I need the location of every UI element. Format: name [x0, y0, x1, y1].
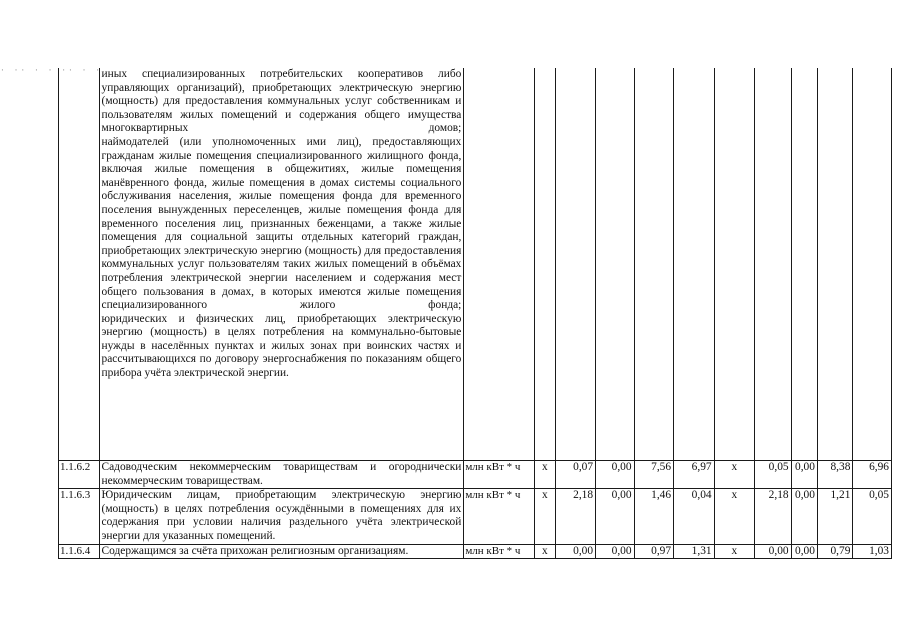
value-cell: x: [714, 489, 755, 544]
row-code: [59, 68, 100, 461]
row-description: Садоводческим некоммерческим товариществам и огороднически некоммерческим товариществам.: [99, 461, 464, 489]
description-paragraph: юридических и физических лиц, приобретающих электрическую энергию (мощность) в целях потребления на коммунально-бытовые нужды в населённых пунктах и жилых зонах при воинских частях и рассчитывающихся по договору энергоснабжения по показаниям общего прибора учёта электрической энергии.: [101, 312, 462, 380]
table-row: [59, 489, 892, 544]
value-cell: 0,04: [674, 489, 715, 544]
value-cell: 0,00: [791, 489, 817, 544]
value-cell: [755, 68, 791, 461]
value-cell: [791, 68, 817, 461]
value-cell: 0,00: [596, 461, 635, 489]
value-cell: 0,05: [755, 461, 791, 489]
row-description: [99, 68, 464, 461]
value-cell: 7,56: [634, 461, 674, 489]
value-cell: 6,96: [853, 461, 892, 489]
scan-margin-noise: · ·· · · ·· · ·: [0, 66, 103, 75]
unit-cell: [464, 68, 535, 461]
value-cell: [714, 68, 755, 461]
value-cell: 8,38: [817, 461, 852, 489]
value-cell: 2,18: [755, 489, 791, 544]
value-cell: 0,00: [791, 461, 817, 489]
value-cell: [634, 68, 674, 461]
value-cell: [535, 68, 555, 461]
table-row: [59, 461, 892, 489]
value-cell: x: [535, 489, 555, 544]
value-cell: [596, 68, 635, 461]
value-cell: 0,00: [791, 544, 817, 559]
value-cell: [555, 68, 596, 461]
value-cell: x: [535, 544, 555, 559]
value-cell: 1,21: [817, 489, 852, 544]
value-cell: [817, 68, 852, 461]
tariff-volume-table: [58, 68, 892, 559]
value-cell: 6,97: [674, 461, 715, 489]
value-cell: 1,03: [853, 544, 892, 559]
table-row: [59, 544, 892, 559]
row-code: 1.1.6.4: [59, 544, 100, 559]
value-cell: x: [714, 461, 755, 489]
row-code: 1.1.6.2: [59, 461, 100, 489]
value-cell: 0,07: [555, 461, 596, 489]
row-description: Юридическим лицам, приобретающим электрическую энергию (мощность) в целях потребления осуждёнными в помещениях для их содержания при условии наличия раздельного учёта электрической энергии для указанных помещений.: [99, 489, 464, 544]
unit-cell: млн кВт * ч: [464, 489, 535, 544]
unit-cell: млн кВт * ч: [464, 544, 535, 559]
value-cell: 0,00: [596, 544, 635, 559]
value-cell: [853, 68, 892, 461]
value-cell: 0,05: [853, 489, 892, 544]
description-paragraph: иных специализированных потребительских кооперативов либо управляющих организаций), приобретающих электрическую энергию (мощность) для предоставления коммунальных услуг собственникам и пользователям жилых помещений и содержания общего имущества многоквартирных домов;: [101, 68, 462, 135]
value-cell: 1,31: [674, 544, 715, 559]
value-cell: x: [714, 544, 755, 559]
value-cell: [674, 68, 715, 461]
value-cell: 2,18: [555, 489, 596, 544]
table-row-continued: [59, 68, 892, 461]
row-description: Содержащимся за счёта прихожан религиозным организациям.: [99, 544, 464, 559]
value-cell: 0,00: [596, 489, 635, 544]
value-cell: 0,79: [817, 544, 852, 559]
unit-cell: млн кВт * ч: [464, 461, 535, 489]
value-cell: 0,97: [634, 544, 674, 559]
value-cell: 0,00: [755, 544, 791, 559]
description-paragraph: наймодателей (или уполномоченных ими лиц), предоставляющих гражданам жилые помещения специализированного жилищного фонда, включая жилые помещения в общежитиях, жилые помещения манёвренного фонда, жилые помещения в домах системы социального обслуживания населения, жилые помещения фонда для временного поселения вынужденных переселенцев, жилые помещения фонда для временного поселения лиц, признанных беженцами, а также жилые помещения для социальной защиты отдельных категорий граждан, приобретающих электрическую энергию (мощность) для предоставления коммунальных услуг пользователям таких жилых помещений в объёмах потребления электрической энергии населением и содержания мест общего пользования в домах, в которых имеются жилые помещения специализированного жилого фонда;: [101, 135, 462, 312]
row-code: 1.1.6.3: [59, 489, 100, 544]
value-cell: 1,46: [634, 489, 674, 544]
value-cell: x: [535, 461, 555, 489]
value-cell: 0,00: [555, 544, 596, 559]
